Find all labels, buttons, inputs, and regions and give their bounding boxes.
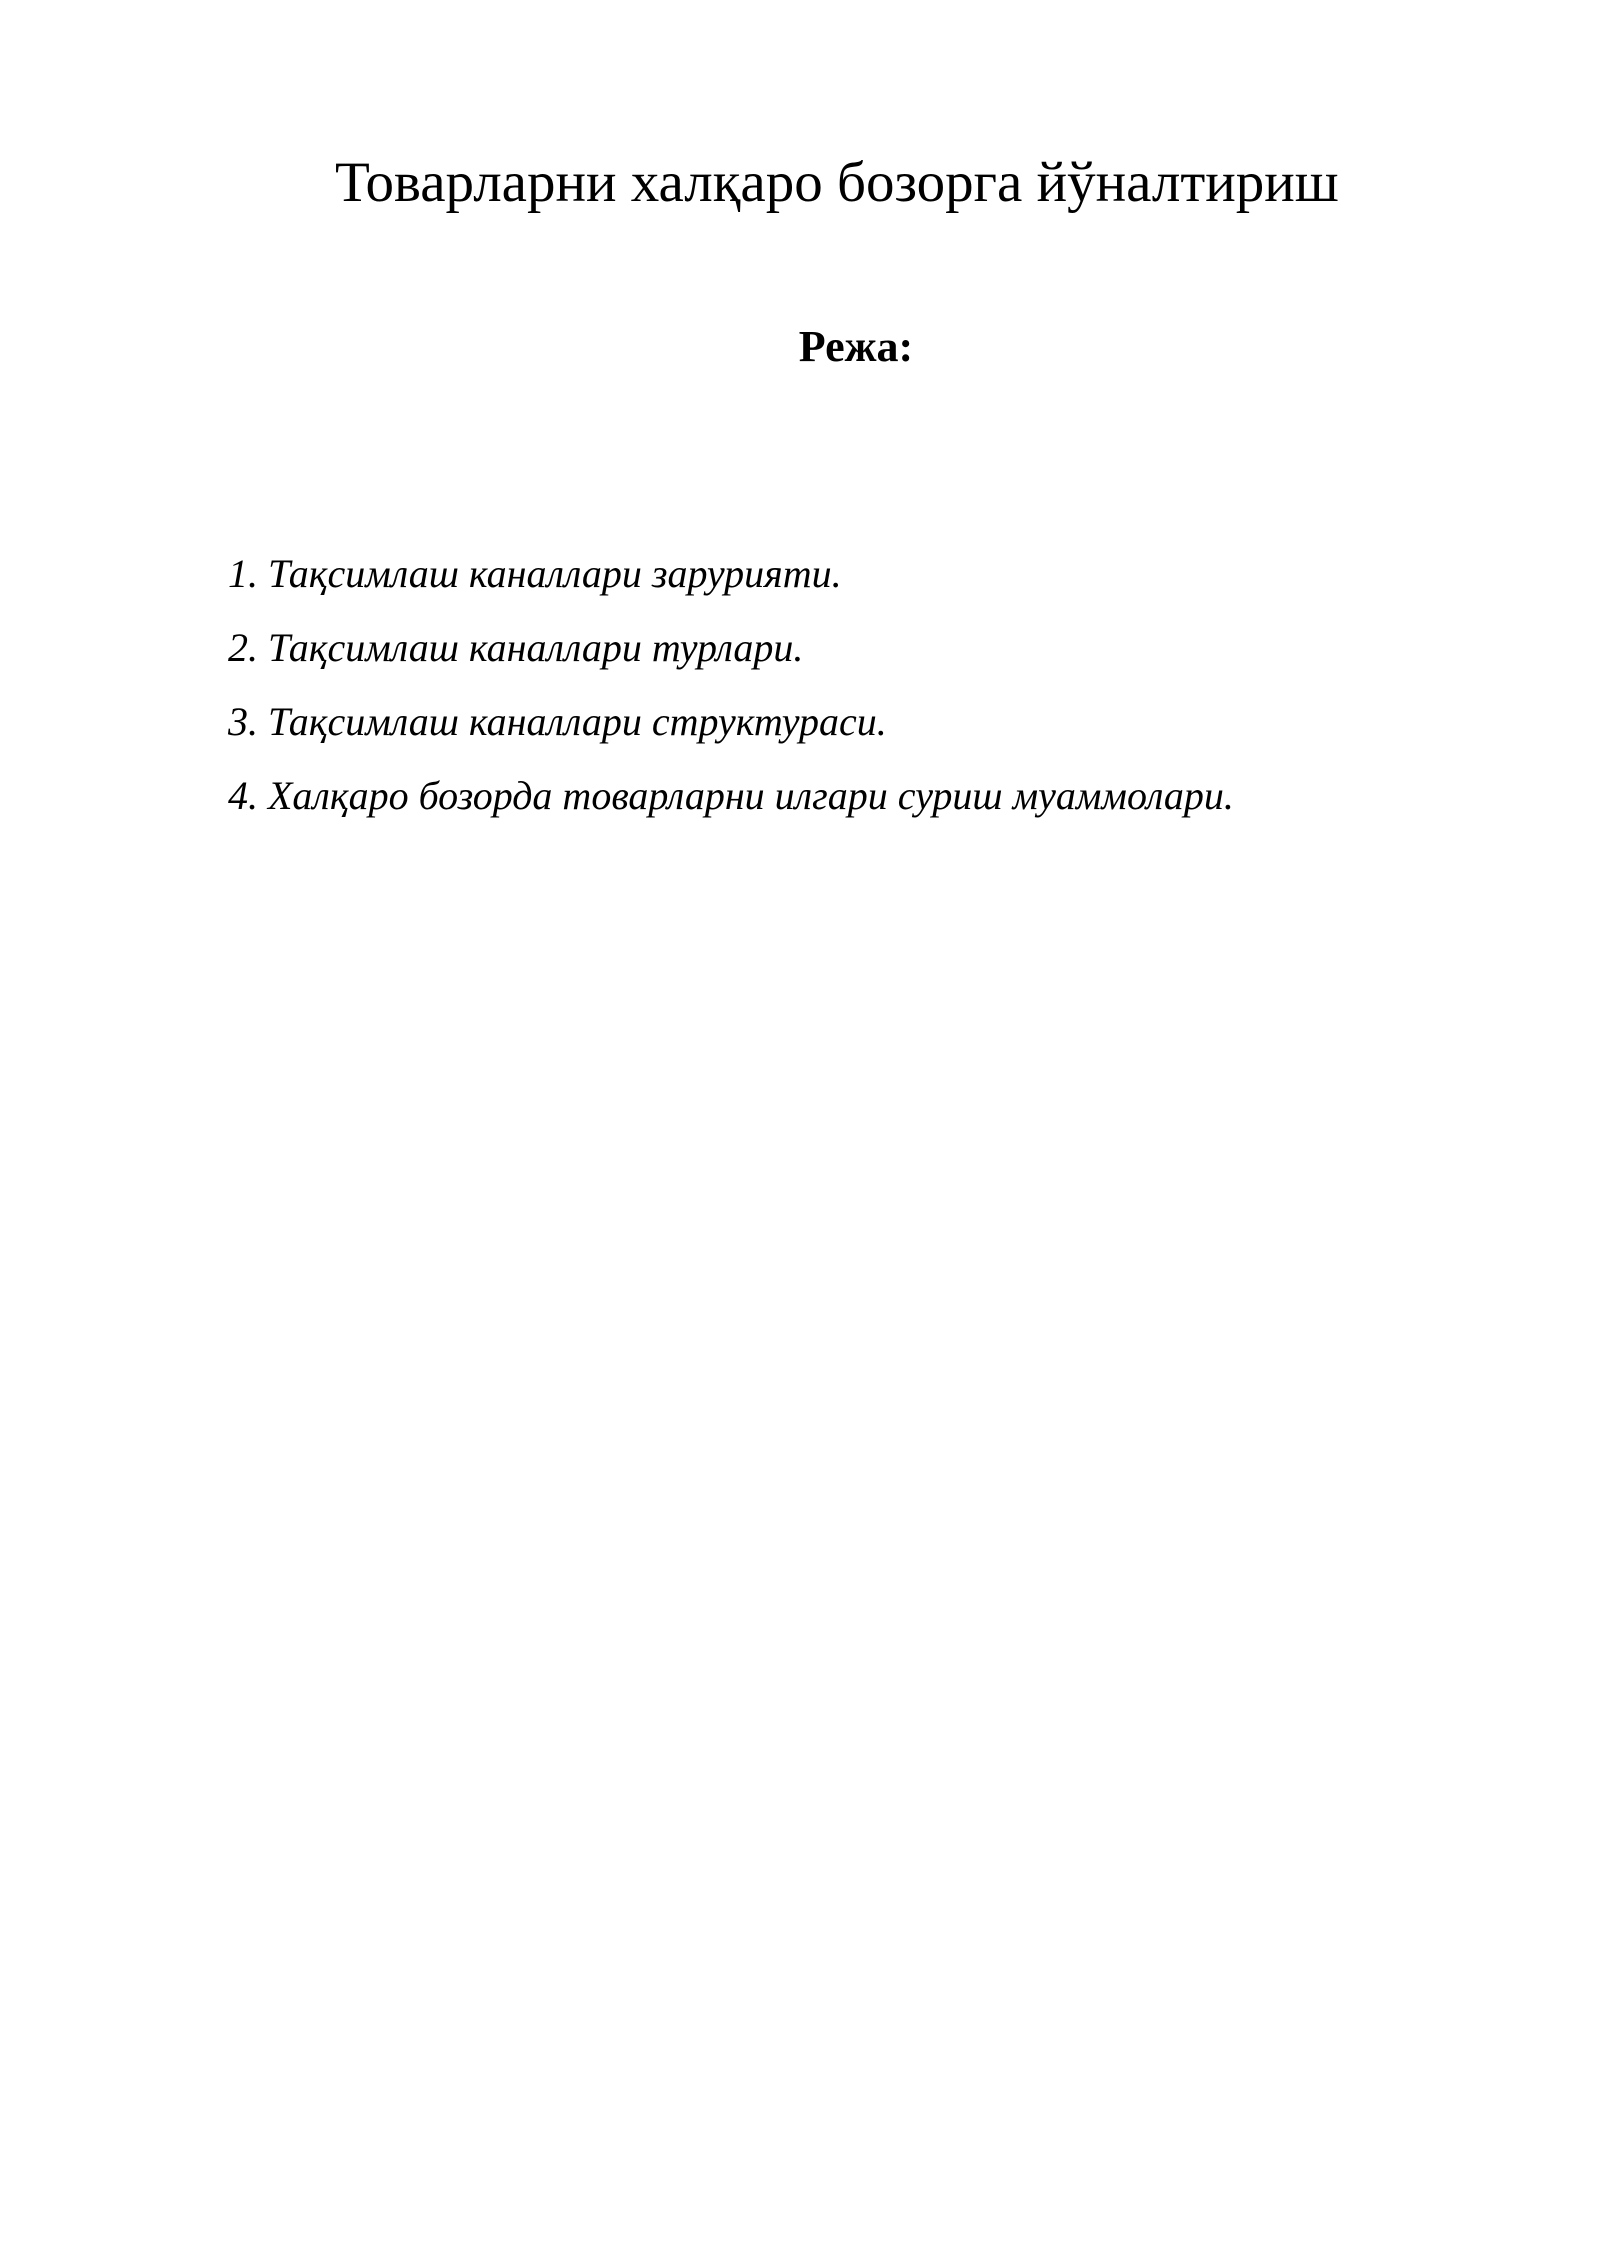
plan-item-2 (228, 624, 1234, 698)
plan-item-1 (228, 550, 1234, 624)
plan-item-4 (228, 772, 1234, 846)
plan-item-3 (228, 698, 1234, 772)
plan-item-text: Тақсимлаш каналлари структураси. (268, 699, 887, 744)
plan-item-text: Тақсимлаш каналлари зарурияти. (268, 551, 842, 596)
plan-list (228, 550, 1234, 846)
plan-item-number: 3. (228, 699, 258, 744)
plan-item-text: Халқаро бозорда товарларни илгари суриш муаммолари. (268, 773, 1234, 818)
plan-item-text: Тақсимлаш каналлари турлари. (268, 625, 804, 670)
plan-item-number: 1. (228, 551, 258, 596)
plan-heading: Режа: (798, 322, 914, 371)
document-title: Товарларни халқаро бозорга йўналтириш (335, 151, 1339, 214)
plan-item-number: 2. (228, 625, 258, 670)
plan-item-number: 4. (228, 773, 258, 818)
